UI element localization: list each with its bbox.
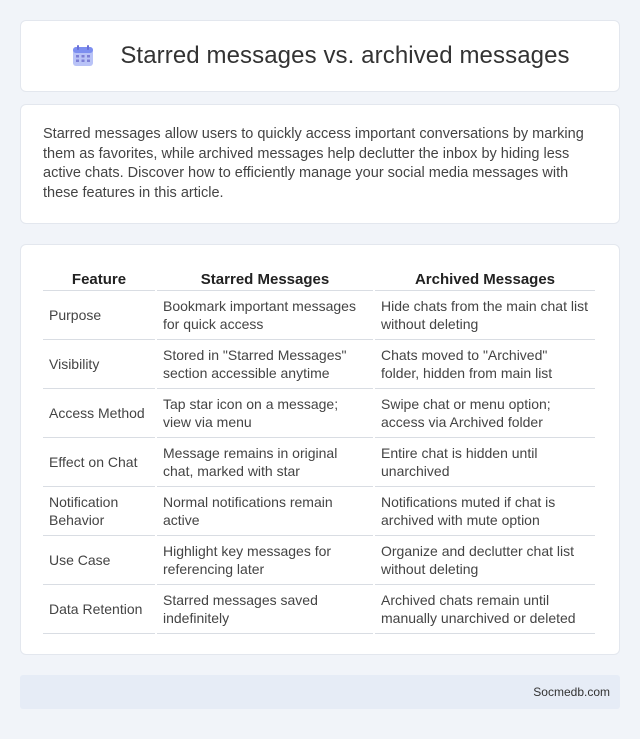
archived-cell: Swipe chat or menu option; access via Archived folder xyxy=(375,389,595,438)
feature-cell: Notification Behavior xyxy=(43,487,155,536)
starred-cell: Tap star icon on a message; view via menu xyxy=(157,389,373,438)
table-row xyxy=(43,536,595,585)
comparison-card xyxy=(20,244,620,655)
feature-cell: Effect on Chat xyxy=(43,438,155,487)
feature-cell: Access Method xyxy=(43,389,155,438)
footer-site-name[interactable]: Socmedb.com xyxy=(533,685,610,699)
table-row xyxy=(43,487,595,536)
table-header-row xyxy=(43,265,595,291)
starred-cell: Message remains in original chat, marked with star xyxy=(157,438,373,487)
feature-cell: Purpose xyxy=(43,291,155,340)
column-header-starred: Starred Messages xyxy=(157,265,373,291)
comparison-table xyxy=(41,265,597,634)
header-card xyxy=(20,20,620,92)
starred-cell: Highlight key messages for referencing later xyxy=(157,536,373,585)
table-row xyxy=(43,585,595,634)
starred-cell: Bookmark important messages for quick access xyxy=(157,291,373,340)
feature-cell: Data Retention xyxy=(43,585,155,634)
column-header-archived: Archived Messages xyxy=(375,265,595,291)
intro-card xyxy=(20,104,620,224)
table-row xyxy=(43,389,595,438)
starred-cell: Starred messages saved indefinitely xyxy=(157,585,373,634)
column-header-feature: Feature xyxy=(43,265,155,291)
archived-cell: Hide chats from the main chat list without deleting xyxy=(375,291,595,340)
archived-cell: Organize and declutter chat list without deleting xyxy=(375,536,595,585)
page-title: Starred messages vs. archived messages xyxy=(120,42,570,69)
table-row xyxy=(43,340,595,389)
archived-cell: Notifications muted if chat is archived with mute option xyxy=(375,487,595,536)
calendar-icon xyxy=(70,43,96,69)
table-row xyxy=(43,438,595,487)
table-row xyxy=(43,291,595,340)
archived-cell: Entire chat is hidden until unarchived xyxy=(375,438,595,487)
footer xyxy=(20,675,620,709)
starred-cell: Normal notifications remain active xyxy=(157,487,373,536)
archived-cell: Chats moved to "Archived" folder, hidden from main list xyxy=(375,340,595,389)
feature-cell: Visibility xyxy=(43,340,155,389)
archived-cell: Archived chats remain until manually unarchived or deleted xyxy=(375,585,595,634)
starred-cell: Stored in "Starred Messages" section accessible anytime xyxy=(157,340,373,389)
intro-text: Starred messages allow users to quickly access important conversations by marking them as favorites, while archived messages help declutter the inbox by hiding less active chats. Discover how to efficiently manage your social media messages with these features in this article. xyxy=(43,126,584,201)
feature-cell: Use Case xyxy=(43,536,155,585)
